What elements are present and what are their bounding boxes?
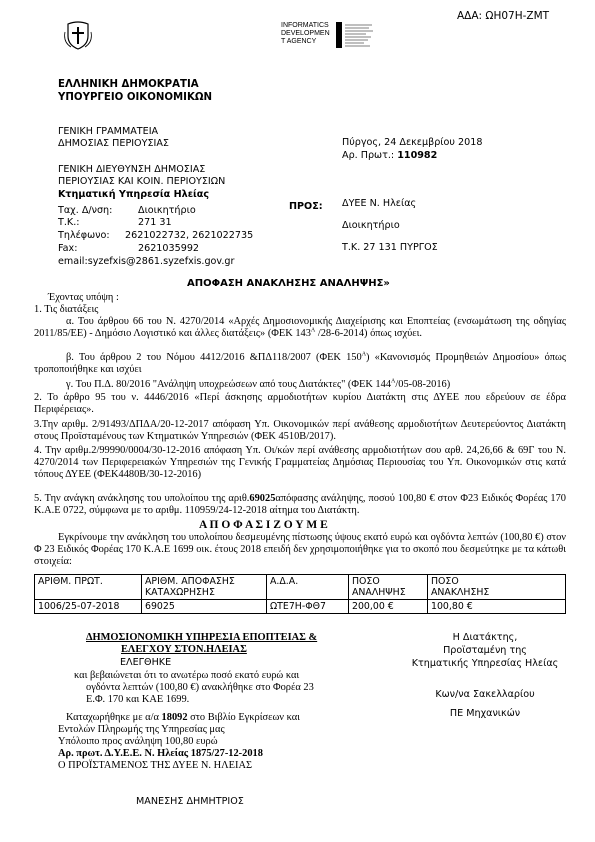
revocation-table	[34, 574, 566, 614]
sec-gen-line1: ΓΕΝΙΚΗ ΓΡΑΜΜΑΤΕΙΑ	[58, 126, 159, 137]
phone-label: Τηλέφωνο:	[58, 230, 110, 241]
paragraph-b: β. Του άρθρου 2 του Νόμου 4412/2016 &ΠΔ118/2007 (ΦΕΚ $150^A$) «Κανονισμός Προμηθειών Δημοσίου» όπως τροποποιήθηκε και ισχύει	[34, 351, 566, 375]
coat-of-arms-icon	[63, 20, 93, 50]
col-header-commitment-amount: ΠΟΣΟ ΑΝΑΛΗΨΗΣ	[349, 575, 428, 600]
control-service-title1: ΔΗΜΟΣΙΟΝΟΜΙΚΗ ΥΠΗΡΕΣΙΑ ΕΠΟΠΤΕΙΑΣ &	[86, 632, 318, 643]
agency-logo-icon	[336, 22, 374, 48]
date-place: Πύργος, 24 Δεκεμβρίου 2018	[342, 137, 483, 148]
cell-revocation-amount: 100,80 €	[428, 600, 566, 614]
checked-label: ΕΛΕΓΘΗΚΕ	[120, 657, 172, 668]
address-label: Ταχ. Δ/νση:	[58, 205, 113, 216]
item-4: 4. Την αριθμ.2/99990/0004/30-12-2016 απόφαση Υπ. Οι/κών περί ανάθεσης αρμοδιοτήτων σου αρθ. 24,26,66 & 69Γ του Ν. 4270/2014 των Περιφερειακών Υπηρεσιών της Γενικής Γραμματείας Δημόσιας Περιουσίας του Υπ. Οικονομικών στις κατά τόπους ΔΥΕΕ (ΦΕΚ4480Β/30-12-2016)	[34, 445, 566, 480]
to-label: ΠΡΟΣ:	[289, 201, 323, 212]
cell-commitment-amount: 200,00 €	[349, 600, 428, 614]
postcode-value: 271 31	[138, 217, 172, 228]
control-line5: Εντολών Πληρωμής της Υπηρεσίας μας	[58, 724, 225, 735]
table-header-row	[35, 575, 566, 600]
agency-logo-text: INFORMATICS DEVELOPMEN T AGENCY	[281, 22, 330, 45]
state-name: ΕΛΛΗΝΙΚΗ ΔΗΜΟΚΡΑΤΙΑ	[58, 79, 199, 90]
control-line2: ογδόντα λεπτών (100,80 €) ανακλήθηκε στο Φορέα 23	[86, 682, 314, 693]
ministry-name: ΥΠΟΥΡΓΕΙΟ ΟΙΚΟΝΟΜΙΚΩΝ	[58, 92, 213, 103]
control-line4: Καταχωρήθηκε με α/α 18092 στο Βιβλίο Εγκρίσεων και	[66, 712, 300, 723]
control-service-title2: ΕΛΕΓΧΟΥ ΣΤΟΝ.ΗΛΕΙΑΣ	[121, 644, 247, 655]
document-title: ΑΠΟΦΑΣΗ ΑΝΑΚΛΗΣΗΣ ΑΝΑΛΗΨΗΣ»	[187, 278, 390, 289]
control-line6: Υπόλοιπο προς ανάληψη 100,80 ευρώ	[58, 736, 218, 747]
control-signer: ΜΑΝΕΣΗΣ ΔΗΜΗΤΡΙΟΣ	[136, 796, 244, 807]
item-3: 3.Την αριθμ. 2/91493/ΔΠΔΑ/20-12-2017 απόφαση Υπ. Οικονομικών περί ανάθεσης αρμοδιοτήτων Δευτερεύοντος Διατάκτη στους Προϊσταμένους των Κτηματικών Υπηρεσιών (ΦΕΚ 4510Β/2017).	[34, 419, 566, 442]
signatory-role1: Η Διατάκτης,	[452, 632, 518, 643]
signatory-title: ΠΕ Μηχανικών	[449, 708, 521, 719]
paragraph-a: α. Του άρθρου 66 του Ν. 4270/2014 «Αρχές Δημοσιονομικής Διαχείρισης και Εποπτείας (ενσωμάτωση της οδηγίας 2011/85/ΕΕ) - Δημόσιο Λογιστικό και άλλες διατάξεις» (ΦΕΚ $143^A$ /28-6-2014) όπως ισχύει.	[34, 316, 566, 339]
control-line3: Ε.Φ. 170 και ΚΑΕ 1699.	[86, 694, 190, 705]
item-1: 1. Τις διατάξεις	[34, 304, 99, 315]
recipient-line1: ΔΥΕΕ Ν. Ηλείας	[342, 198, 417, 209]
ada-code: ΑΔΑ: ΩΗ07Η-ΖΜΤ	[457, 10, 550, 22]
email-address: email:syzefxis@2861.syzefxis.gov.gr	[58, 256, 235, 267]
phone-value: 2621022732, 2621022735	[125, 230, 254, 241]
signatory-name: Κων/να Σακελλαρίου	[435, 689, 535, 700]
recipient-line2: Διοικητήριο	[342, 220, 400, 231]
table-row	[35, 600, 566, 614]
col-header-ada: Α.Δ.Α.	[267, 575, 349, 600]
sec-gen-line2: ΔΗΜΟΣΙΑΣ ΠΕΡΙΟΥΣΙΑΣ	[58, 138, 169, 149]
decision-heading: Α Π Ο Φ Α Σ Ι Ζ Ο Υ Μ Ε	[199, 519, 328, 531]
control-line7: Αρ. πρωτ. Δ.Υ.Ε.Ε. Ν. Ηλείας 1875/27-12-2018	[58, 748, 263, 759]
col-header-revocation-amount: ΠΟΣΟ ΑΝΑΚΛΗΣΗΣ	[428, 575, 566, 600]
control-line1: και βεβαιώνεται ότι το ανωτέρω ποσό εκατό ευρώ και	[74, 670, 300, 681]
item-2: 2. Το άρθρο 95 του ν. 4446/2016 «Περί άσκησης αρμοδιοτήτων κυρίου Διατάκτη στις ΔΥΕΕ που εδρεύουν σε έδρα Περιφέρειας».	[34, 392, 566, 415]
col-header-protocol: ΑΡΙΘΜ. ΠΡΩΤ.	[35, 575, 142, 600]
fax-label: Fax:	[58, 243, 78, 254]
recipient-line3: Τ.Κ. 27 131 ΠΥΡΓΟΣ	[342, 242, 438, 253]
gen-dir-line2: ΠΕΡΙΟΥΣΙΑΣ ΚΑΙ ΚΟΙΝ. ΠΕΡΙΟΥΣΙΩΝ	[58, 176, 226, 187]
signatory-role3: Κτηματικής Υπηρεσίας Ηλείας	[411, 658, 559, 669]
paragraph-c: γ. Του Π.Δ. 80/2016 "Ανάληψη υποχρεώσεων από τους Διατάκτες" (ΦΕΚ $144^A/05-08-2016$)	[66, 378, 451, 390]
fax-value: 2621035992	[138, 243, 200, 254]
signatory-role2: Προϊσταμένη της	[443, 645, 527, 656]
col-header-decision-no: ΑΡΙΘΜ. ΑΠΟΦΑΣΗΣ ΚΑΤΑΧΩΡΗΣΗΣ	[142, 575, 267, 600]
service-name: Κτηματική Υπηρεσία Ηλείας	[58, 189, 210, 200]
decision-text: Εγκρίνουμε την ανάκληση του υπολοίπου δεσμευμένης πίστωσης ύψους εκατό ευρώ και ογδόντα λεπτών (100,80 €) στον Φ 23 Ειδικός Φορέας 170 Κ.Α.Ε 1699 οικ. έτους 2018 επειδή δεν χρησιμοποιήθηκε για το σκοπό που δεσμεύτηκε με τα κάτωθι στοιχεία:	[34, 532, 566, 567]
item-5: 5. Την ανάγκη ανάκλησης του υπολοίπου της αριθ.69025απόφασης ανάληψης, ποσού 100,80 € στον Φ23 Ειδικός Φορέας 170 Κ.Α.Ε 0722, σύμφωνα με το αριθμ. 110959/24-12-2018 αίτημα του Διατάκτη.	[34, 493, 566, 516]
cell-decision-no: 69025	[142, 600, 267, 614]
cell-protocol: 1006/25-07-2018	[35, 600, 142, 614]
cell-ada: ΩΤΕ7Η-ΦΘ7	[267, 600, 349, 614]
gen-dir-line1: ΓΕΝΙΚΗ ΔΙΕΥΘΥΝΣΗ ΔΗΜΟΣΙΑΣ	[58, 164, 206, 175]
protocol-number: Αρ. Πρωτ.: 110982	[342, 150, 438, 161]
address-value: Διοικητήριο	[138, 205, 196, 216]
considering-heading: Έχοντας υπόψη :	[48, 292, 119, 303]
control-line8: Ο ΠΡΟΪΣΤΑΜΕΝΟΣ ΤΗΣ ΔΥΕΕ Ν. ΗΛΕΙΑΣ	[58, 760, 252, 771]
postcode-label: Τ.Κ.:	[58, 217, 80, 228]
